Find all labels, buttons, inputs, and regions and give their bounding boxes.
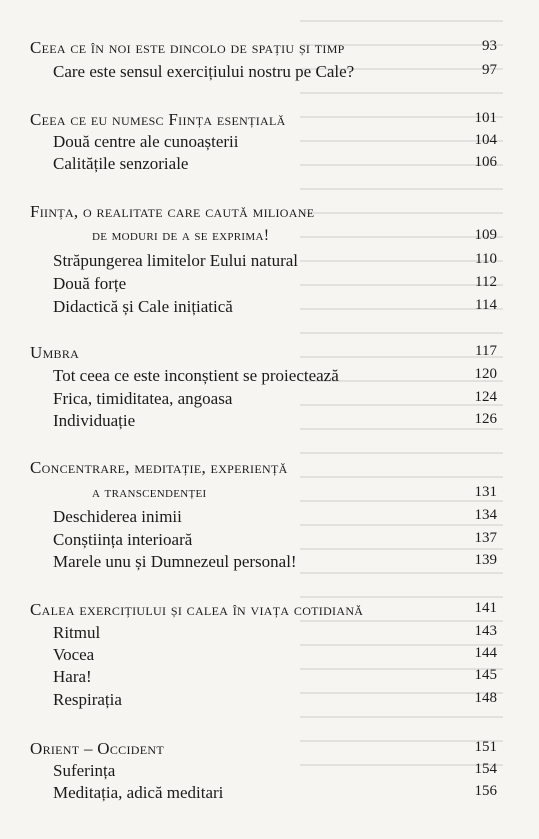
page-number: 97 [482,62,497,78]
subentry-label: Meditația, adică meditari [53,783,224,802]
section-title: Calea exercițiului și calea în viața cotidiană [30,600,364,619]
toc-section [0,110,539,134]
page-number: 154 [474,761,497,777]
page-number: 101 [474,110,497,126]
page-number: 114 [475,297,497,313]
page-number: 120 [474,366,497,382]
subentry-label: Tot ceea ce este inconștient se proiectează [53,366,339,385]
subentry-label: Vocea [53,645,95,664]
page-number: 104 [474,132,497,148]
subentry-label: Respirația [53,690,122,709]
section-title-continuation: a transcendenței [92,484,207,501]
toc-section-continued [0,227,539,251]
subentry-label: Frica, timiditatea, angoasa [53,389,233,408]
section-title-continuation: de moduri de a se exprima! [92,227,270,244]
page-number: 110 [475,251,497,267]
page-number: 143 [474,623,497,639]
subentry-label: Individuație [53,411,136,430]
page-number: 106 [474,154,497,170]
toc-subentry [0,645,539,669]
subentry-label: Suferința [53,761,116,780]
subentry-label: Conștiința interioară [53,530,193,549]
toc-subentry [0,690,539,714]
page-number: 93 [482,38,497,54]
toc-subentry [0,62,539,86]
page-number: 134 [474,507,497,523]
section-title: Concentrare, meditație, experiență [30,458,288,477]
subentry-label: Străpungerea limitelor Eului natural [53,251,299,270]
toc-subentry [0,389,539,413]
page-number: 148 [474,690,497,706]
toc-subentry [0,667,539,691]
toc-subentry [0,411,539,435]
subentry-label: Două forțe [53,274,127,293]
section-title: Ființa, o realitate care caută milioane [30,202,315,221]
subentry-label: Deschiderea inimii [53,507,182,526]
toc-section [0,202,539,226]
subentry-label: Două centre ale cunoașterii [53,132,239,151]
subentry-label: Marele unu și Dumnezeul personal! [53,552,297,571]
toc-section [0,600,539,624]
page-number: 126 [474,411,497,427]
toc-subentry [0,297,539,321]
toc-subentry [0,366,539,390]
page-number: 151 [474,739,497,755]
page-number: 112 [475,274,497,290]
page-number: 137 [474,530,497,546]
toc-subentry [0,530,539,554]
toc-section [0,343,539,367]
toc-section [0,739,539,763]
page-number: 156 [474,783,497,799]
section-title: Umbra [30,343,80,362]
subentry-label: Calitățile senzoriale [53,154,189,173]
toc-subentry [0,623,539,647]
page-number: 124 [474,389,497,405]
toc-subentry [0,154,539,178]
toc-subentry [0,783,539,807]
page-number: 144 [474,645,497,661]
toc-subentry [0,274,539,298]
toc-section [0,38,539,62]
section-title: Orient – Occident [30,739,164,758]
subentry-label: Didactică și Cale inițiatică [53,297,233,316]
page-number: 145 [474,667,497,683]
toc-subentry [0,507,539,531]
toc-section [0,458,539,482]
section-title: Ceea ce eu numesc Ființa esențială [30,110,286,129]
page-number: 141 [474,600,497,616]
toc-subentry [0,552,539,576]
subentry-label: Care este sensul exercițiului nostru pe Cale? [53,62,355,81]
toc-subentry [0,251,539,275]
toc-section-continued [0,484,539,508]
toc-subentry [0,761,539,785]
subentry-label: Hara! [53,667,92,686]
section-title: Ceea ce în noi este dincolo de spațiu și timp [30,38,345,57]
page-number: 117 [475,343,497,359]
page-number: 139 [474,552,497,568]
page-number: 131 [474,484,497,500]
subentry-label: Ritmul [53,623,101,642]
toc-subentry [0,132,539,156]
page-number: 109 [474,227,497,243]
